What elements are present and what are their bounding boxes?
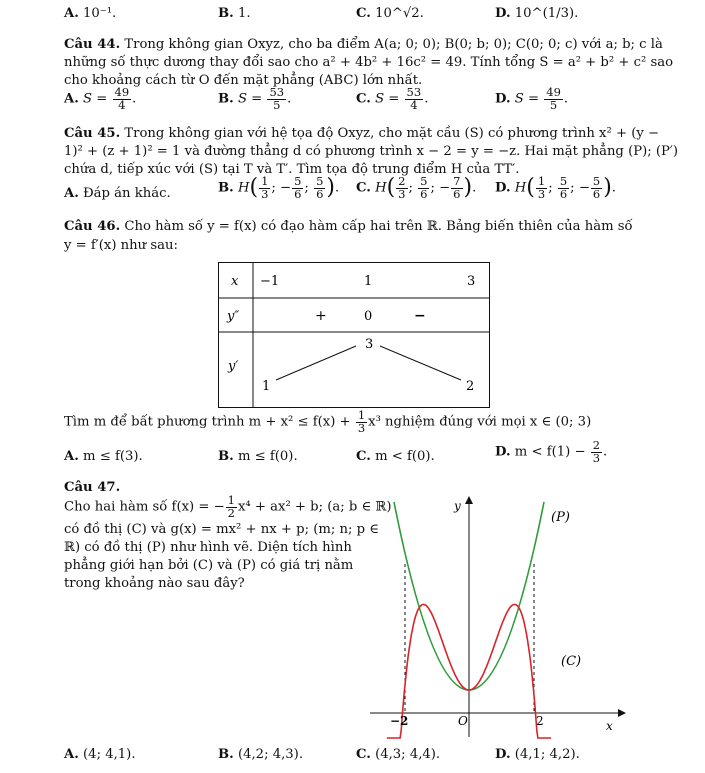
q46-answer-a: A. m ≤ f(3). <box>64 449 143 464</box>
q47-graph <box>370 494 630 740</box>
q47-answer-b: B. (4,2; 4,3). <box>218 747 304 762</box>
q44-line3: cho khoảng cách từ O đến mặt phẳng (ABC) lớn nhất. <box>64 73 423 88</box>
table-value-1: 1 <box>262 379 271 394</box>
table-value-3: 3 <box>365 337 374 352</box>
q47-number: Câu 47. <box>64 480 121 495</box>
q46-answer-d: D. m < f(1) − $\frac{2}{3}$ . <box>495 438 608 465</box>
q45-answer-b: B. H( $\frac{1}{3}$ ; − $\frac{5}{6}$ ; $\frac{5}{6}$ ). <box>218 174 340 201</box>
q44-line1: Câu 44. Trong không gian Oxyz, cho ba điểm A(a; 0; 0); B(0; b; 0); C(0; 0; c) với a; b; c là <box>64 37 663 52</box>
table-x1: −1 <box>260 274 280 289</box>
q44-answer-b: B. S = $\frac{53}{5}$ . <box>218 85 292 112</box>
table-value-2: 2 <box>466 379 475 394</box>
table-x3: 3 <box>467 274 476 289</box>
q46-answer-b: B. m ≤ f(0). <box>218 449 298 464</box>
graph-tick-2: 2 <box>536 714 544 728</box>
top-answer-c: C. 10^√2. <box>356 6 424 21</box>
q44-answer-c: C. S = $\frac{53}{4}$ . <box>356 85 429 112</box>
q45-line2: 1)² + (z + 1)² = 1 và đường thẳng d có phương trình x − 2 = y = −z. Hai mặt phẳng (P); (P′) <box>64 144 679 159</box>
graph-label-C: (C) <box>561 654 582 669</box>
graph-x-label: x <box>606 719 613 733</box>
table-minus: − <box>414 308 426 324</box>
top-answer-d: D. 10^(1/3). <box>495 6 579 21</box>
table-zero: 0 <box>364 309 373 324</box>
q46-question: Tìm m để bất phương trình m + x² ≤ f(x) + $\frac{1}{3}$ x³ nghiệm đúng với mọi x ∈ (0; 3) <box>64 408 592 435</box>
table-arrow-down <box>380 346 461 380</box>
q47-answer-c: C. (4,3; 4,4). <box>356 747 441 762</box>
top-answer-a: A. 10⁻¹. <box>64 6 117 21</box>
table-yp-label: y′ <box>228 359 239 374</box>
q47-line1: Cho hai hàm số f(x) = − $\frac{1}{2}$ x⁴ + ax² + b; (a; b ∈ ℝ) <box>64 493 392 520</box>
q45-answer-d: D. H( $\frac{1}{3}$ ; $\frac{5}{6}$ ; − $\frac{5}{6}$ ). <box>495 174 616 201</box>
q47-answer-a: A. (4; 4,1). <box>64 747 136 762</box>
q45-answer-a: A. Đáp án khác. <box>64 186 171 201</box>
q44-answer-a: A. S = $\frac{49}{4}$ . <box>64 85 137 112</box>
q45-answer-c: C. H( $\frac{2}{3}$ ; $\frac{5}{6}$ ; − $\frac{7}{6}$ ). <box>356 174 477 201</box>
q47-line5: trong khoảng nào sau đây? <box>64 576 245 591</box>
q47-line2: có đồ thị (C) và g(x) = mx² + nx + p; (m; n; p ∈ <box>64 522 380 537</box>
table-x2: 1 <box>364 274 373 289</box>
table-x-label: x <box>231 274 239 289</box>
table-plus: + <box>315 308 327 324</box>
q47-answer-d: D. (4,1; 4,2). <box>495 747 580 762</box>
top-answer-b: B. 1. <box>218 6 251 21</box>
graph-y-label: y <box>454 499 461 513</box>
q45-line3: chứa d, tiếp xúc với (S) tại T và T′. Tìm tọa độ trung điểm H của TT′. <box>64 162 520 177</box>
q47-line3: ℝ) có đồ thị (P) như hình vẽ. Diện tích hình <box>64 540 352 555</box>
q45-line1: Câu 45. Trong không gian với hệ tọa độ Oxyz, cho mặt cầu (S) có phương trình x² + (y − <box>64 126 660 141</box>
q46-line1: Câu 46. Cho hàm số y = f(x) có đạo hàm cấp hai trên ℝ. Bảng biến thiên của hàm số <box>64 219 633 234</box>
graph-origin-label: O <box>458 714 468 728</box>
graph-label-P: (P) <box>551 510 570 525</box>
table-arrow-up <box>276 346 356 380</box>
q46-line2: y = f′(x) như sau: <box>64 238 178 253</box>
variation-table <box>218 262 490 408</box>
q44-answer-d: D. S = $\frac{49}{5}$ . <box>495 85 569 112</box>
q47-line4: phẳng giới hạn bởi (C) và (P) có giá trị nằm <box>64 558 354 573</box>
q46-answer-c: C. m < f(0). <box>356 449 435 464</box>
table-ypp-label: y″ <box>227 309 240 324</box>
q44-line2: những số thực dương thay đổi sao cho a² + 4b² + 16c² = 49. Tính tổng S = a² + b² + c² sao <box>64 55 674 70</box>
graph-tick-minus2: −2 <box>390 714 409 728</box>
